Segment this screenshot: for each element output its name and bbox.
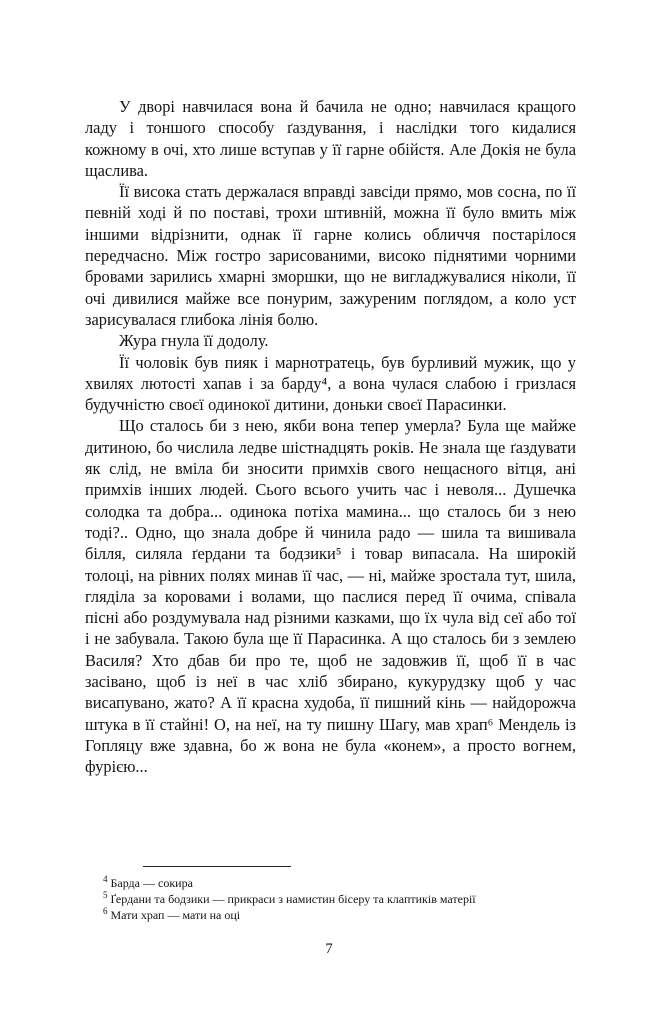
footnote-marker-3: 6: [103, 906, 108, 916]
footnote-2: [85, 891, 576, 907]
footnote-1: [85, 875, 576, 891]
footnote-text-1: Барда — сокира: [110, 876, 193, 890]
paragraph-4: Її чоловік був пияк і марнотратець, був бурливий мужик, що у хвилях лютості хапав і за барду⁴, а вона чулася слабою і гризлася будучністю своєї одинокої дитини, доньки своєї Парасинки.: [85, 352, 576, 415]
footnote-separator: [143, 866, 291, 867]
paragraph-5: Що сталось би з нею, якби вона тепер умерла? Була ще майже дитиною, бо числила ледве шістнадцять років. Не знала ще ґаздувати як слід, не вміла би зносити примхів свого нещасного вітця, ані примхів інших людей. Сього всього учить час і неволя... Душечка солодка та добра... одинока потіха мамина... що сталось би з нею тоді?.. Одно, що знала добре й чинила радо — шила та вишивала білля, силяла ґердани та бодзики⁵ і товар випасала. На широкій толоці, на рівних полях минав її час, — ні, майже зростала тут, шила, гляділа за коровами і волами, що паслися перед її очима, співала пісні або роздумувала над різними казками, що їх чула від сеї або тої і не забувала. Такою була ще її Парасинка. А що сталось би з землею Василя? Хто дбав би про те, щоб не задовжив її, щоб її в час засівано, щоб із неї в час хліб збирано, кукурудзку щоб у час висапувано, жато? А її красна худоба, її пишний кінь — найдорожча штука в її стайні! О, на неї, на ту пишну Шагу, мав храп⁶ Мендель із Гопляцу вже здавна, бо ж вона не була «конем», а просто вогнем, фурією...: [85, 416, 576, 777]
footnote-text-3: Мати храп — мати на оці: [110, 908, 241, 922]
footnote-marker-2: 5: [103, 890, 108, 900]
body-text: [85, 96, 576, 778]
footnote-3: [85, 907, 576, 923]
page-number: 7: [325, 941, 333, 957]
paragraph-1: У дворі навчилася вона й бачила не одно; навчилася кращого ладу і тоншого способу ґаздування, і наслідки того кидалися кожному в очі, хто лише вступав у її гарне обійстя. Але Докія не була щаслива.: [85, 97, 576, 180]
paragraph-2: Її висока стать держалася вправді завсіди прямо, мов сосна, по її певній ході й по поставі, трохи штивній, можна її було вмить між іншими відрізнити, однак її гарне колись обличчя постарілося передчасно. Між гостро зарисованими, високо піднятими чорними бровами зарились хмарні зморшки, що не вигладжувалися ніколи, її очі дивилися майже все понурим, зажуреним поглядом, а коло уст зарисувалася глибока лінія болю.: [85, 182, 576, 329]
footnotes-section: [85, 866, 576, 923]
paragraph-3: Жура гнула її додолу.: [119, 331, 269, 351]
footnote-marker-1: 4: [103, 874, 108, 884]
footnote-text-2: Ґердани та бодзики — прикраси з намистин бісеру та клаптиків матерії: [110, 892, 476, 906]
